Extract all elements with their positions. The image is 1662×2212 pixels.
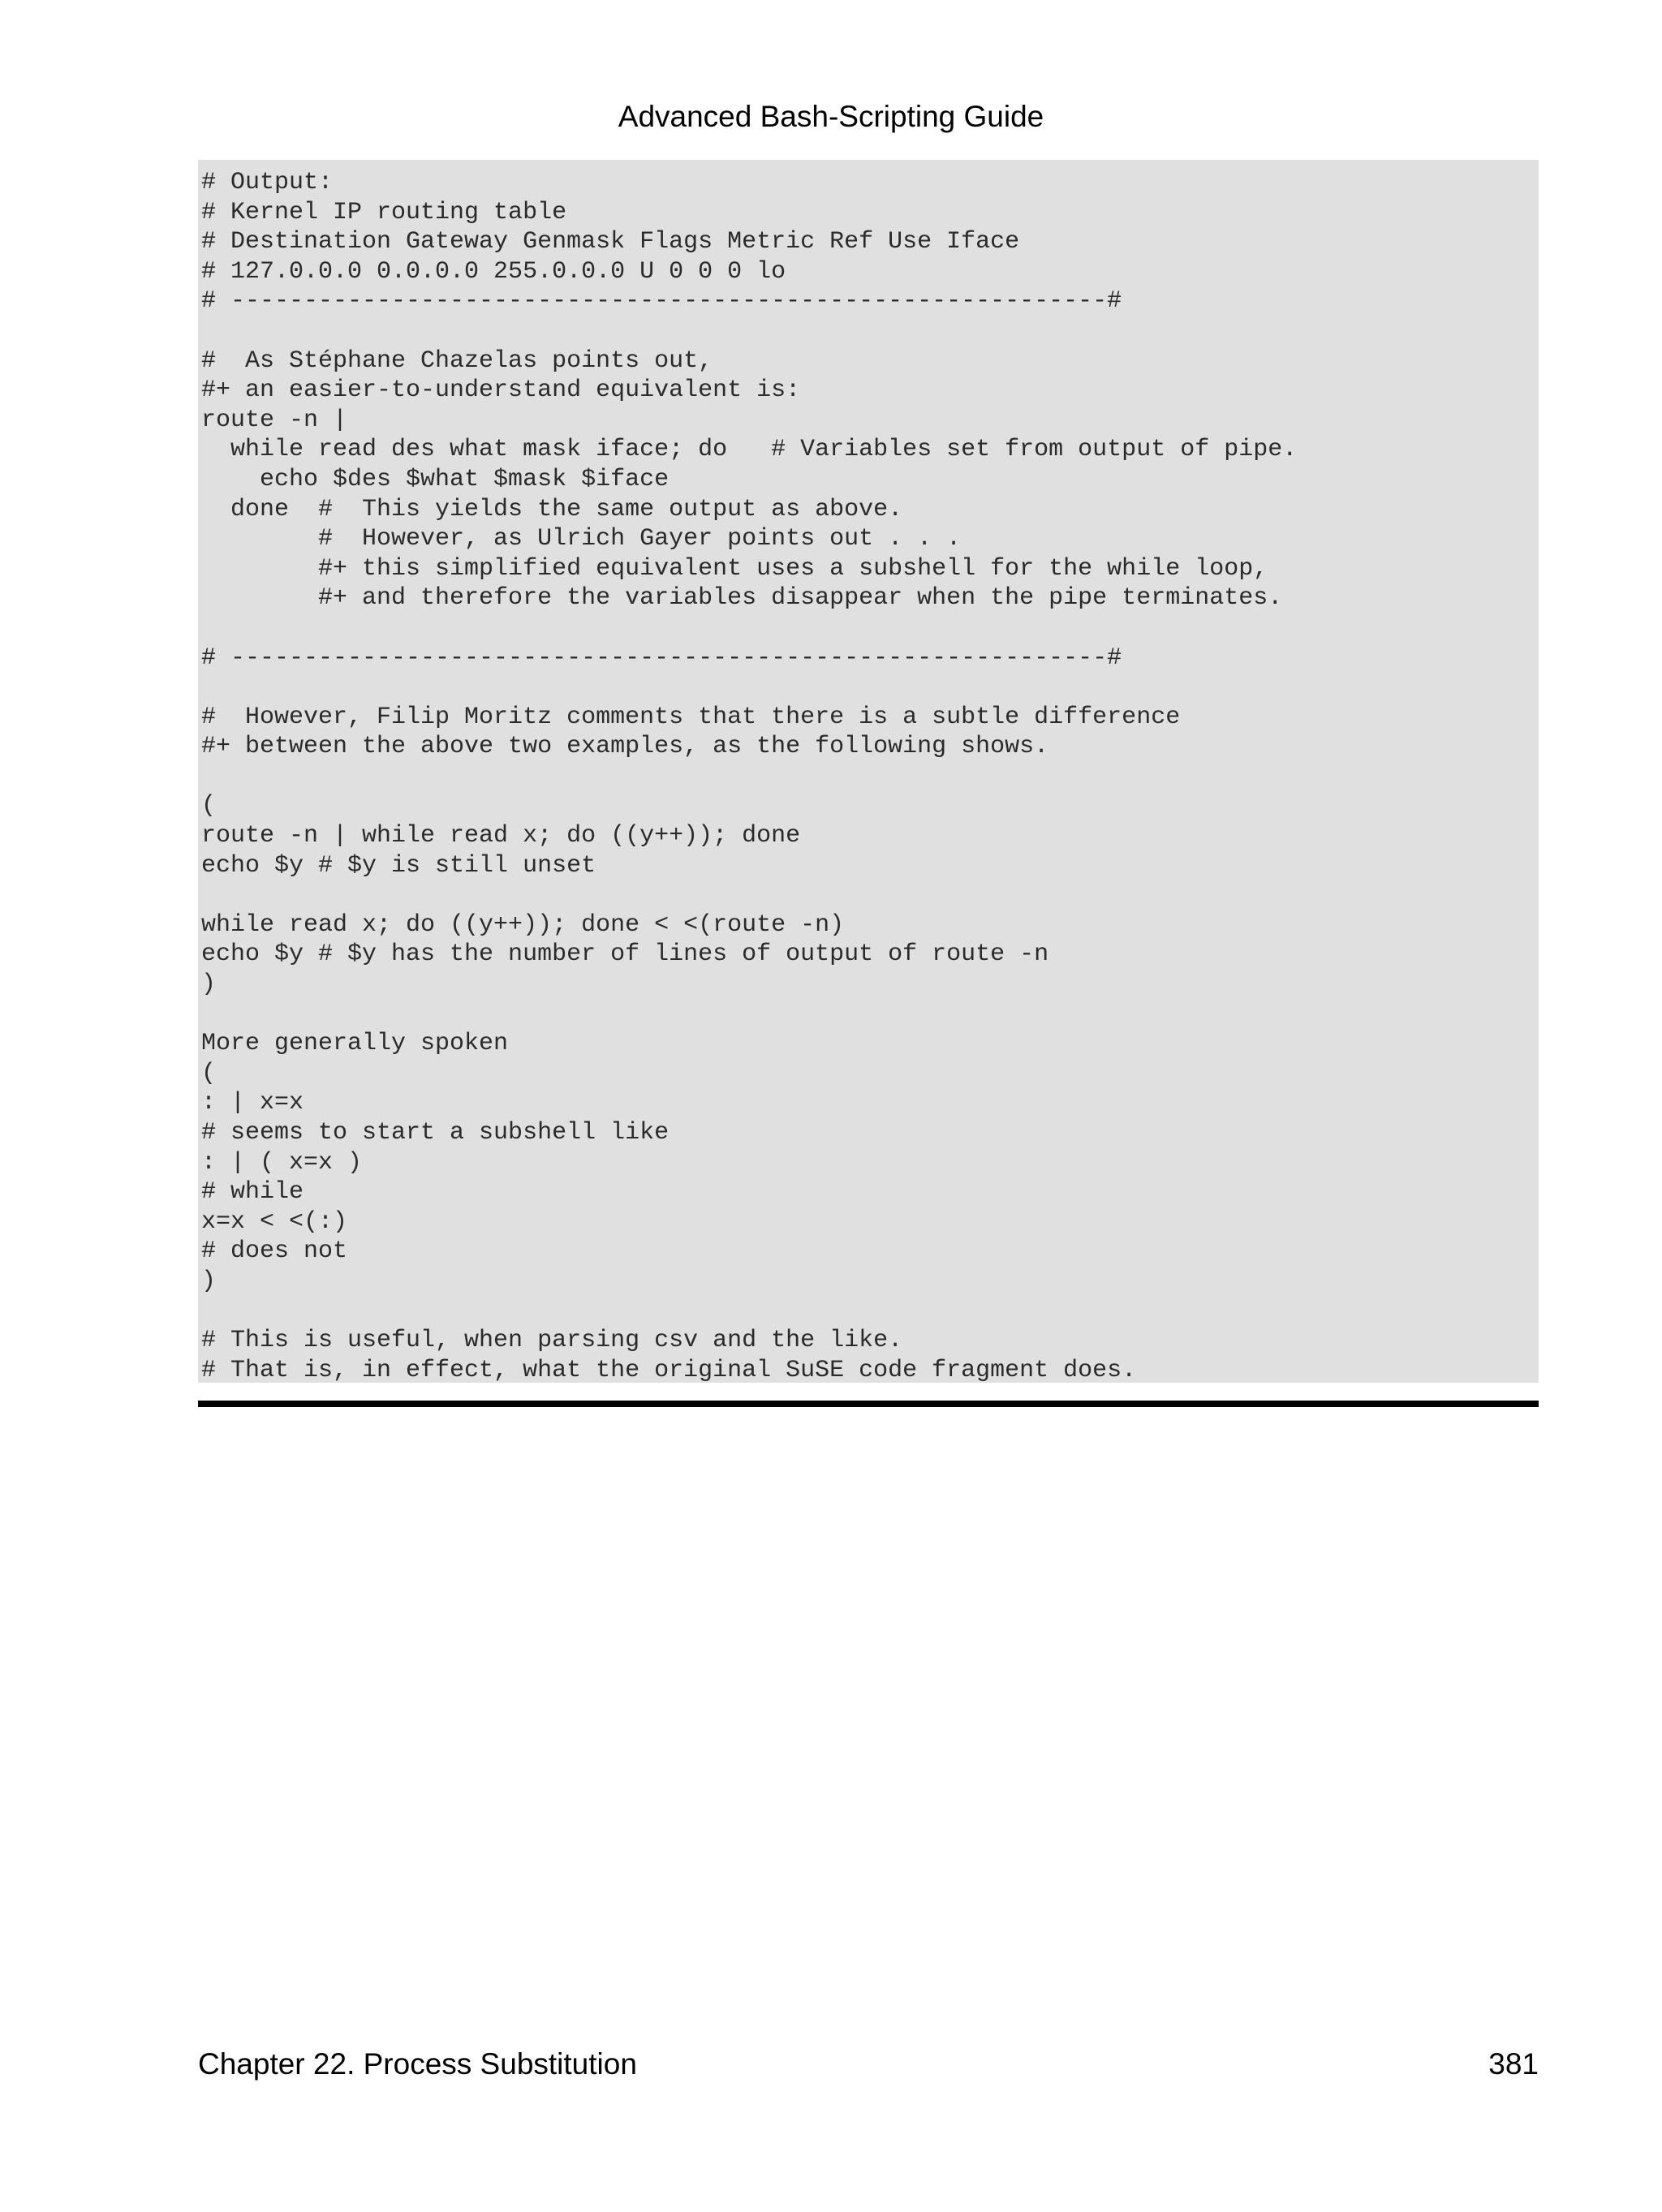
code-line: # ------------------------------------------------------------# (201, 287, 1122, 316)
code-listing (198, 160, 1539, 1383)
code-line: # That is, in effect, what the original SuSE code fragment does. (201, 1356, 1137, 1383)
code-line (201, 880, 1535, 910)
code-line: # This is useful, when parsing csv and the like. (201, 1327, 903, 1355)
code-line: # while (201, 1178, 304, 1207)
code-line: #+ and therefore the variables disappear when the pipe terminates. (201, 584, 1283, 613)
code-line (201, 1000, 1535, 1030)
code-line: # Destination Gateway Genmask Flags Metric Ref Use Iface (201, 228, 1020, 256)
code-line: ( (201, 1059, 217, 1087)
code-line: echo $y # $y is still unset (201, 851, 596, 880)
code-line: x=x < <(:) (201, 1207, 348, 1236)
footer-chapter-title: Chapter 22. Process Substitution (198, 2047, 637, 2081)
code-line: while read des what mask iface; do # Variables set from output of pipe. (201, 436, 1298, 464)
code-line: # 127.0.0.0 0.0.0.0 255.0.0.0 U 0 0 0 lo (201, 257, 786, 286)
code-line: echo $y # $y has the number of lines of output of route -n (201, 940, 1049, 969)
code-line: # However, Filip Moritz comments that there is a subtle difference (201, 703, 1181, 731)
code-line (201, 673, 1535, 703)
code-line: # seems to start a subshell like (201, 1119, 670, 1147)
code-line: : | ( x=x ) (201, 1148, 363, 1177)
code-line (201, 762, 1535, 792)
code-line: # Output: (201, 169, 334, 196)
code-line: route -n | (201, 406, 348, 434)
code-line: ( (201, 792, 217, 820)
page-header-title: Advanced Bash-Scripting Guide (618, 100, 1044, 133)
code-line: while read x; do ((y++)); done < <(route -n) (201, 910, 845, 939)
code-line: #+ this simplified equivalent uses a subshell for the while loop, (201, 554, 1268, 583)
code-line: #+ between the above two examples, as the following shows. (201, 733, 1049, 761)
code-line: route -n | while read x; do ((y++)); done (201, 822, 801, 850)
code-line (201, 1297, 1535, 1327)
code-line: # ------------------------------------------------------------# (201, 643, 1122, 672)
code-line (201, 613, 1535, 643)
code-line: ) (201, 1267, 217, 1295)
code-line: #+ an easier-to-understand equivalent is: (201, 377, 801, 405)
code-line (201, 316, 1535, 346)
code-line: ) (201, 970, 217, 999)
code-line: done # This yields the same output as above. (201, 495, 903, 523)
code-line: # Kernel IP routing table (201, 198, 567, 226)
code-line: echo $des $what $mask $iface (201, 465, 670, 493)
code-line: : | x=x (201, 1089, 304, 1117)
code-line: # As Stéphane Chazelas points out, (201, 346, 713, 375)
footer-page-number: 381 (1488, 2047, 1539, 2081)
code-line: # does not (201, 1237, 348, 1266)
section-divider (198, 1401, 1539, 1407)
code-line: More generally spoken (201, 1030, 509, 1058)
code-line: # However, as Ulrich Gayer points out . . . (201, 525, 962, 553)
